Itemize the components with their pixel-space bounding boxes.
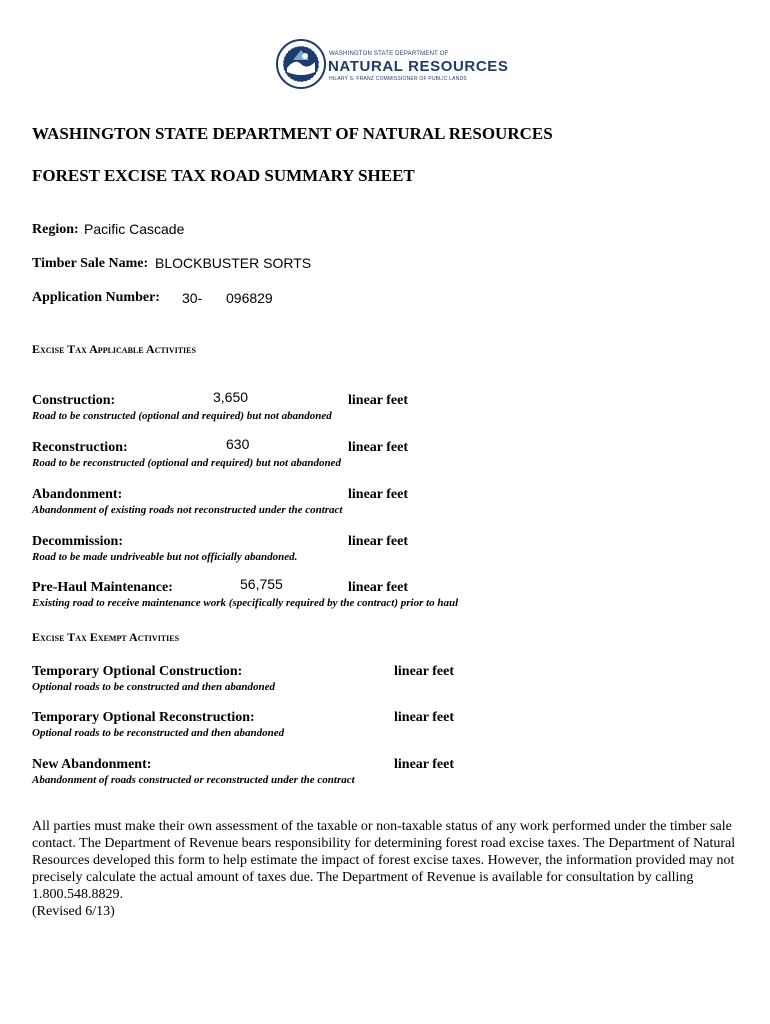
sale-name-field[interactable]: BLOCKBUSTER SORTS: [155, 255, 312, 271]
construction-field[interactable]: 3,650: [213, 389, 249, 405]
decommission-label: Decommission:: [32, 534, 123, 549]
logo-big-line: NATURAL RESOURCES: [328, 58, 509, 75]
reconstruction-label: Reconstruction:: [32, 440, 128, 455]
reconstruction-unit: linear feet: [348, 440, 408, 455]
region-field[interactable]: Pacific Cascade: [84, 221, 185, 237]
logo-sub-line: HILARY S. FRANZ COMMISSIONER OF PUBLIC LANDS: [329, 76, 467, 82]
revised-date: (Revised 6/13): [32, 904, 115, 919]
pre-haul-maintenance-unit: linear feet: [348, 580, 408, 595]
new-abandonment-unit: linear feet: [394, 757, 454, 772]
application-number-label: Application Number:: [32, 290, 160, 305]
decommission-unit: linear feet: [348, 534, 408, 549]
disclaimer-block: [32, 818, 742, 920]
applicable-heading: Excise Tax Applicable Activities: [32, 342, 196, 356]
decommission-desc: Road to be made undriveable but not officially abandoned.: [32, 551, 298, 563]
temp-optional-construction-desc: Optional roads to be constructed and then abandoned: [32, 681, 275, 693]
new-abandonment-desc: Abandonment of roads constructed or reconstructed under the contract: [32, 774, 355, 786]
construction-label: Construction:: [32, 393, 116, 408]
pre-haul-maintenance-label: Pre-Haul Maintenance:: [32, 580, 173, 595]
temp-optional-construction-unit: linear feet: [394, 664, 454, 679]
pre-haul-maintenance-field[interactable]: 56,755: [240, 576, 283, 592]
construction-unit: linear feet: [348, 393, 408, 408]
exempt-heading: Excise Tax Exempt Activities: [32, 630, 180, 644]
logo-small-line: WASHINGTON STATE DEPARTMENT OF: [329, 51, 449, 57]
form-title: FOREST EXCISE TAX ROAD SUMMARY SHEET: [32, 166, 415, 185]
disclaimer-text: All parties must make their own assessment of the taxable or non-taxable status of any work performed under the timber sale contact. The Department of Revenue bears responsibility for determining forest road excise taxes. The Department of Natural Resources developed this form to help estimate the impact of forest excise taxes. However, the information provided may not precisely calculate the actual amount of taxes due. The Department of Revenue is available for consultation by calling 1.800.548.8829.: [32, 819, 736, 902]
application-number-field[interactable]: 096829: [226, 290, 273, 306]
construction-desc: Road to be constructed (optional and required) but not abandoned: [32, 410, 332, 422]
region-label: Region:: [32, 222, 79, 237]
abandonment-desc: Abandonment of existing roads not reconstructed under the contract: [32, 504, 343, 516]
new-abandonment-label: New Abandonment:: [32, 757, 152, 772]
reconstruction-desc: Road to be reconstructed (optional and required) but not abandoned: [32, 457, 341, 469]
dnr-seal-icon: [275, 38, 327, 90]
temp-optional-reconstruction-desc: Optional roads to be reconstructed and then abandoned: [32, 727, 285, 739]
reconstruction-field[interactable]: 630: [226, 436, 250, 452]
abandonment-label: Abandonment:: [32, 487, 123, 502]
sale-name-label: Timber Sale Name:: [32, 256, 149, 271]
temp-optional-construction-label: Temporary Optional Construction:: [32, 664, 243, 679]
application-prefix: 30-: [182, 290, 203, 306]
temp-optional-reconstruction-unit: linear feet: [394, 710, 454, 725]
pre-haul-maintenance-desc: Existing road to receive maintenance work (specifically required by the contract) prior to haul: [32, 597, 459, 609]
abandonment-unit: linear feet: [348, 487, 408, 502]
temp-optional-reconstruction-label: Temporary Optional Reconstruction:: [32, 710, 255, 725]
agency-title: WASHINGTON STATE DEPARTMENT OF NATURAL RESOURCES: [32, 124, 553, 143]
